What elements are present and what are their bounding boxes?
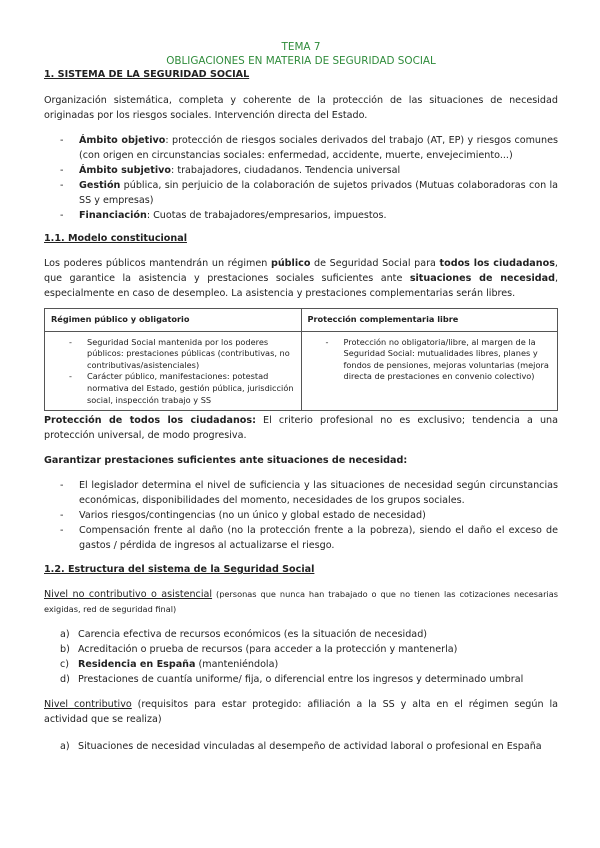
list-item: - Varios riesgos/contingencias (no un único y global estado de necesidad) bbox=[44, 508, 558, 523]
garantizar-list bbox=[44, 478, 558, 553]
list-item: - Carácter público, manifestaciones: potestad normativa del Estado, gestión pública, jurisdicción social, inspección trabajo y SS bbox=[51, 371, 295, 406]
nivel-no-contributivo: Nivel no contributivo o asistencial (personas que nunca han trabajado o que no tienen las cotizaciones necesarias exigidas, red de seguridad final) bbox=[44, 589, 558, 615]
list-item: a) Carencia efectiva de recursos económicos (es la situación de necesidad) bbox=[60, 629, 428, 641]
section-1-1-paragraph: Los poderes públicos mantendrán un régimen público de Seguridad Social para todos los ciudadanos, que garantice la asistencia y prestaciones sociales suficientes ante situaciones de necesidad, especialmente en caso de desempleo. La asistencia y prestaciones complementarias serán libres. bbox=[44, 258, 559, 299]
section-1-heading: 1. SISTEMA DE LA SEGURIDAD SOCIAL bbox=[44, 69, 250, 80]
list-item: - Ámbito subjetivo: trabajadores, ciudadanos. Tendencia universal bbox=[44, 163, 558, 178]
no-contributivo-list bbox=[44, 627, 558, 687]
contributivo-list bbox=[44, 739, 558, 754]
document-page bbox=[44, 40, 558, 754]
tema-label: TEMA 7 bbox=[281, 41, 321, 53]
list-item: c) Residencia en España (manteniéndola) bbox=[60, 659, 279, 671]
section-1-list bbox=[44, 133, 558, 223]
proteccion-paragraph: Protección de todos los ciudadanos: El criterio profesional no es exclusivo; tendencia a una protección universal, de modo progresiva. bbox=[44, 415, 558, 442]
table-header-complementaria: Protección complementaria libre bbox=[301, 309, 558, 332]
garantizar-heading: Garantizar prestaciones suficientes ante situaciones de necesidad: bbox=[44, 455, 408, 467]
list-item: - Financiación: Cuotas de trabajadores/empresarios, impuestos. bbox=[44, 208, 558, 223]
section-1-intro: Organización sistemática, completa y coherente de la protección de las situaciones de necesidad originadas por los riesgos sociales. Intervención directa del Estado. bbox=[44, 95, 558, 121]
section-1-2-heading: 1.2. Estructura del sistema de la Seguridad Social bbox=[44, 564, 315, 576]
list-item: - Ámbito objetivo: protección de riesgos sociales derivados del trabajo (AT, EP) y riesgos comunes (con origen en circunstancias sociales: enfermedad, accidente, muerte, envejecimiento...) bbox=[44, 133, 558, 163]
list-item: - Protección no obligatoria/libre, al margen de la Seguridad Social: mutualidades libres, planes y fondos de pensiones, mejoras voluntarias (mejora directa de prestaciones en convenio colectivo) bbox=[308, 337, 552, 383]
table-cell-publico bbox=[45, 331, 302, 411]
regimen-table bbox=[44, 308, 558, 411]
list-item: - Seguridad Social mantenida por los poderes públicos: prestaciones públicas (contributivas, no contributivas/asistenciales) bbox=[51, 337, 295, 372]
table-cell-complementaria bbox=[301, 331, 558, 411]
list-item: d) Prestaciones de cuantía uniforme/ fija, o diferencial entre los ingresos y determinado umbral bbox=[60, 674, 524, 686]
list-item: - Gestión pública, sin perjuicio de la colaboración de sujetos privados (Mutuas colaboradoras con la SS y empresas) bbox=[44, 178, 558, 208]
list-item: a) Situaciones de necesidad vinculadas al desempeño de actividad laboral o profesional en España bbox=[60, 741, 542, 753]
nivel-contributivo: Nivel contributivo (requisitos para estar protegido: afiliación a la SS y alta en el régimen según la actividad que se realiza) bbox=[44, 699, 558, 726]
list-item: - Compensación frente al daño (no la protección frente a la pobreza), siendo el daño el exceso de gastos / pérdida de ingresos al actualizarse el riesgo. bbox=[44, 523, 558, 553]
list-item: - El legislador determina el nivel de suficiencia y las situaciones de necesidad según circunstancias económicas, disponibilidades del momento, necesidades de los grupos sociales. bbox=[44, 478, 558, 508]
section-1-1-heading: 1.1. Modelo constitucional bbox=[44, 233, 187, 244]
list-item: b) Acreditación o prueba de recursos (para acceder a la protección y mantenerla) bbox=[60, 644, 458, 656]
document-title: OBLIGACIONES EN MATERIA DE SEGURIDAD SOCIAL bbox=[166, 55, 436, 67]
table-header-publico: Régimen público y obligatorio bbox=[45, 309, 302, 332]
